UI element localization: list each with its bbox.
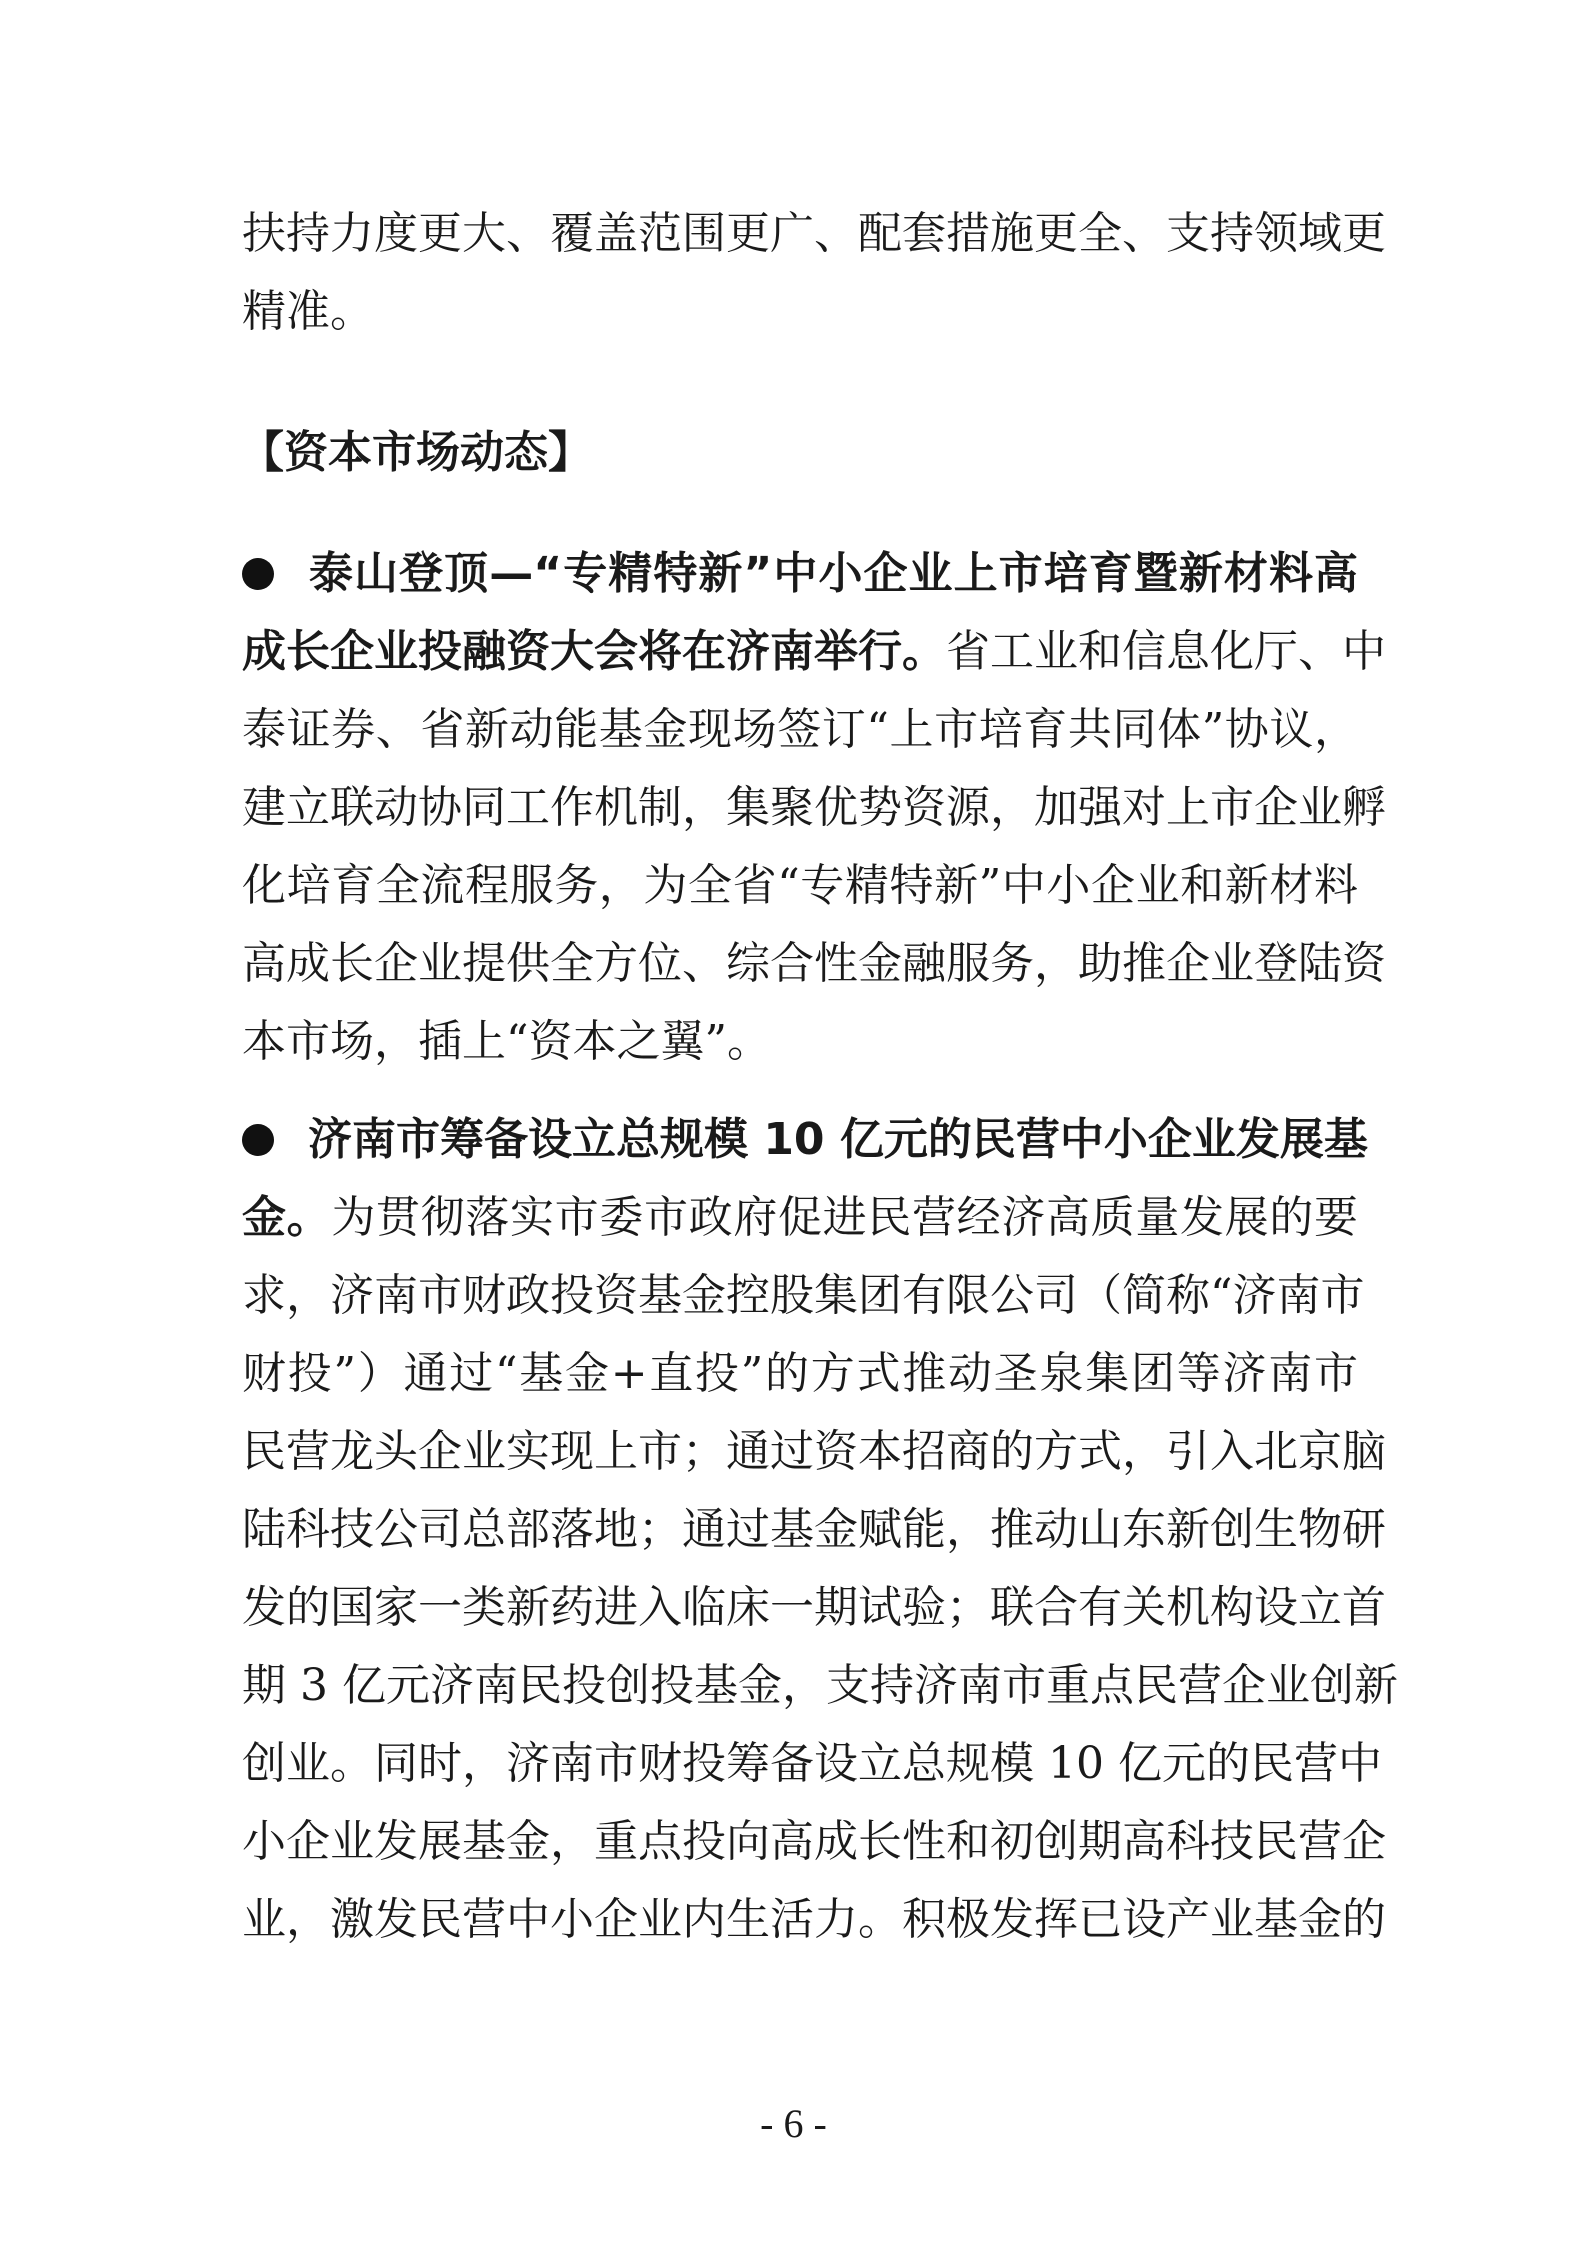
item1-title-line-1 [242, 539, 1358, 609]
intro-line-2: 精准。 [242, 286, 374, 337]
item1-title-text-2: 成长企业投融资大会将在济南举行。 [242, 626, 946, 677]
item2-title-line-1 [242, 1105, 1368, 1175]
bullet-icon [242, 558, 274, 590]
item2-line-5: 民营龙头企业实现上市；通过资本招商的方式，引入北京脑 [242, 1426, 1386, 1477]
item2-line-9: 创业。同时，济南市财投筹备设立总规模 10 亿元的民营中 [242, 1738, 1382, 1789]
item1-line-2-rest: 省工业和信息化厅、中 [946, 626, 1386, 677]
item2-line-11: 业，激发民营中小企业内生活力。积极发挥已设产业基金的 [242, 1894, 1386, 1945]
section-heading: 【资本市场动态】 [240, 427, 592, 478]
item2-line-10: 小企业发展基金，重点投向高成长性和初创期高科技民营企 [242, 1816, 1386, 1867]
item2-line-2-rest: 为贯彻落实市委市政府促进民营经济高质量发展的要 [331, 1192, 1359, 1243]
item2-title-text-2: 金。 [242, 1192, 332, 1243]
intro-line-1: 扶持力度更大、覆盖范围更广、配套措施更全、支持领域更 [242, 208, 1386, 259]
bullet-icon [242, 1124, 274, 1156]
item2-line-6: 陆科技公司总部落地；通过基金赋能，推动山东新创生物研 [242, 1504, 1386, 1555]
item1-line-4: 建立联动协同工作机制，集聚优势资源，加强对上市企业孵 [242, 782, 1386, 833]
item2-line-4: 财投”）通过“基金+直投”的方式推动圣泉集团等济南市 [242, 1348, 1358, 1399]
item2-line-8: 期 3 亿元济南民投创投基金，支持济南市重点民营企业创新 [242, 1660, 1398, 1711]
item1-title-text-1: 泰山登顶—“专精特新”中小企业上市培育暨新材料高 [308, 548, 1358, 599]
item2-line-2 [242, 1183, 1358, 1253]
item2-title-text-1: 济南市筹备设立总规模 10 亿元的民营中小企业发展基 [308, 1114, 1368, 1165]
item2-line-3: 求，济南市财政投资基金控股集团有限公司（简称“济南市 [242, 1270, 1365, 1321]
page-number: - 6 - [760, 2101, 827, 2146]
item1-line-2 [242, 617, 1386, 687]
item1-line-5: 化培育全流程服务，为全省“专精特新”中小企业和新材料 [242, 860, 1358, 911]
item1-line-6: 高成长企业提供全方位、综合性金融服务，助推企业登陆资 [242, 938, 1386, 989]
item2-line-7: 发的国家一类新药进入临床一期试验；联合有关机构设立首 [242, 1582, 1386, 1633]
item1-line-7: 本市场，插上“资本之翼”。 [242, 1016, 771, 1067]
item1-line-3: 泰证券、省新动能基金现场签订“上市培育共同体”协议， [242, 704, 1358, 755]
